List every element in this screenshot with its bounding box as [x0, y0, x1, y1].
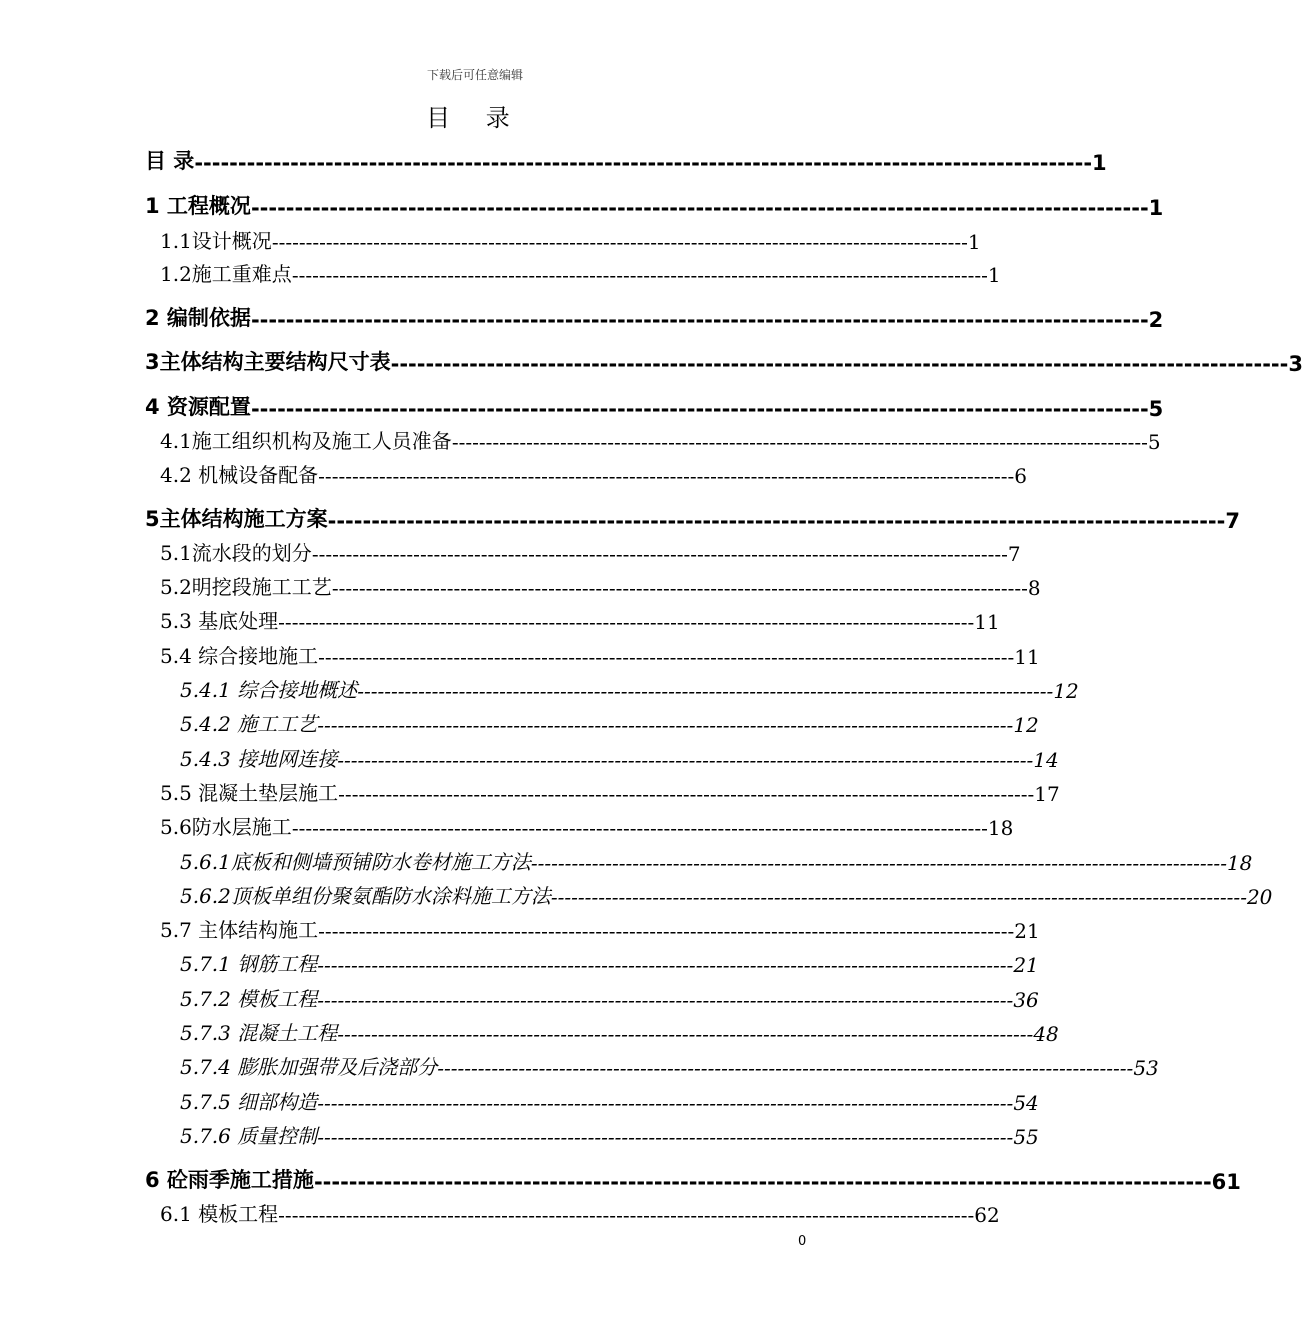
toc-entry[interactable] — [160, 225, 981, 254]
toc-entry-page: 48 — [1033, 1022, 1059, 1046]
toc-leader-dashes: ------------------------------------------------------------------------------------------------------- — [390, 352, 1289, 376]
toc-entry[interactable] — [160, 425, 1161, 454]
toc-entry-label: 6.1 模板工程 — [160, 1202, 279, 1226]
toc-entry-page: 21 — [1013, 953, 1039, 977]
toc-entry-page: 55 — [1013, 1125, 1039, 1149]
page-number: 0 — [798, 1234, 807, 1249]
toc-entry-label: 1.1设计概况 — [160, 229, 272, 253]
toc-leader-dashes: ------------------------------------------------------------------------------------------------------- — [278, 1203, 975, 1227]
toc-entry[interactable] — [145, 190, 1164, 220]
toc-entry[interactable] — [180, 880, 1273, 909]
toc-leader-dashes: ------------------------------------------------------------------------------------------------------- — [250, 308, 1149, 332]
toc-leader-dashes: ------------------------------------------------------------------------------------------------------- — [317, 1125, 1014, 1149]
toc-entry-label: 4.1施工组织机构及施工人员准备 — [160, 429, 452, 453]
toc-entry[interactable] — [145, 302, 1164, 332]
toc-entry-label: 2 编制依据 — [145, 306, 251, 330]
toc-leader-dashes: ------------------------------------------------------------------------------------------------------- — [250, 397, 1149, 421]
toc-leader-dashes: ------------------------------------------------------------------------------------------------------- — [317, 953, 1014, 977]
toc-leader-dashes: ------------------------------------------------------------------------------------------------------- — [291, 816, 988, 840]
toc-entry-page: 6 — [1014, 464, 1027, 488]
toc-entry-page: 3 — [1288, 352, 1303, 376]
toc-entry[interactable] — [160, 640, 1040, 669]
toc-leader-dashes: ------------------------------------------------------------------------------------------------------- — [338, 782, 1035, 806]
toc-entry-label: 5.4 综合接地施工 — [160, 644, 319, 668]
toc-entry-page: 14 — [1033, 748, 1059, 772]
toc-entry-label: 5.7.5 细部构造 — [180, 1090, 318, 1114]
toc-leader-dashes: ------------------------------------------------------------------------------------------------------- — [291, 263, 988, 287]
toc-leader-dashes: ------------------------------------------------------------------------------------------------------- — [318, 919, 1015, 943]
toc-leader-dashes: ------------------------------------------------------------------------------------------------------- — [318, 464, 1015, 488]
toc-entry-label: 5.6防水层施工 — [160, 815, 292, 839]
toc-entry[interactable] — [160, 605, 1000, 634]
toc-leader-dashes: ------------------------------------------------------------------------------------------------------- — [331, 576, 1028, 600]
toc-entry-label: 5主体结构施工方案 — [145, 507, 328, 531]
toc-entry[interactable] — [145, 346, 1303, 376]
toc-entry-page: 18 — [987, 816, 1014, 840]
toc-entry-label: 5.4.1 综合接地概述 — [180, 678, 358, 702]
toc-entry-page: 17 — [1034, 782, 1060, 806]
toc-entry[interactable] — [145, 503, 1240, 533]
toc-leader-dashes: ------------------------------------------------------------------------------------------------------- — [317, 713, 1014, 737]
toc-entry[interactable] — [180, 674, 1079, 703]
toc-entry[interactable] — [160, 914, 1040, 943]
toc-entry[interactable] — [160, 811, 1014, 840]
toc-entry-label: 5.7 主体结构施工 — [160, 918, 319, 942]
toc-leader-dashes: ------------------------------------------------------------------------------------------------------- — [194, 151, 1093, 175]
toc-entry-page: 1 — [987, 263, 1001, 287]
toc-leader-dashes: ------------------------------------------------------------------------------------------------------- — [313, 1170, 1212, 1194]
toc-entry-label: 4 资源配置 — [145, 395, 251, 419]
toc-entry[interactable] — [180, 1086, 1039, 1115]
toc-entry[interactable] — [180, 708, 1039, 737]
toc-entry[interactable] — [160, 571, 1041, 600]
toc-entry-page: 1 — [967, 230, 981, 254]
toc-entry-label: 5.5 混凝土垫层施工 — [160, 781, 339, 805]
toc-entry-label: 5.4.2 施工工艺 — [180, 712, 318, 736]
toc-leader-dashes: ------------------------------------------------------------------------------------------------------- — [311, 542, 1008, 566]
toc-entry-page: 2 — [1148, 308, 1164, 332]
toc-entry[interactable] — [145, 391, 1164, 421]
toc-entry[interactable] — [145, 145, 1107, 175]
toc-entry-page: 7 — [1007, 542, 1021, 566]
toc-entry-label: 5.7.3 混凝土工程 — [180, 1021, 338, 1045]
toc-entry-page: 11 — [974, 610, 1000, 634]
toc-entry-page: 20 — [1246, 885, 1273, 909]
toc-entry-label: 目 录 — [145, 149, 195, 173]
toc-entry[interactable] — [145, 1164, 1241, 1194]
toc-entry-label: 5.1流水段的划分 — [160, 541, 312, 565]
toc-leader-dashes: ------------------------------------------------------------------------------------------------------- — [451, 430, 1148, 454]
toc-entry[interactable] — [180, 983, 1039, 1012]
toc-leader-dashes: ------------------------------------------------------------------------------------------------------- — [278, 610, 975, 634]
toc-entry-label: 5.7.6 质量控制 — [180, 1124, 318, 1148]
toc-entry[interactable] — [180, 948, 1039, 977]
toc-entry-label: 6 砼雨季施工措施 — [145, 1168, 314, 1192]
toc-entry-page: 11 — [1014, 645, 1040, 669]
toc-entry-page: 1 — [1092, 151, 1107, 175]
toc-entry-page: 1 — [1148, 196, 1164, 220]
toc-leader-dashes: ------------------------------------------------------------------------------------------------------- — [317, 1091, 1014, 1115]
toc-entry-label: 5.3 基底处理 — [160, 609, 279, 633]
toc-leader-dashes: ------------------------------------------------------------------------------------------------------- — [550, 885, 1247, 909]
toc-entry-label: 3主体结构主要结构尺寸表 — [145, 350, 391, 374]
toc-entry-page: 7 — [1225, 509, 1240, 533]
page-header-note: 下载后可任意编辑 — [426, 68, 523, 82]
toc-entry[interactable] — [160, 777, 1060, 806]
toc-leader-dashes: ------------------------------------------------------------------------------------------------------- — [337, 1022, 1034, 1046]
toc-entry-label: 5.6.1底板和侧墙预铺防水卷材施工方法 — [180, 850, 531, 874]
toc-entry[interactable] — [160, 459, 1027, 488]
toc-entry-label: 5.6.2顶板单组份聚氨酯防水涂料施工方法 — [180, 884, 551, 908]
toc-entry-label: 5.7.4 膨胀加强带及后浇部分 — [180, 1055, 438, 1079]
toc-leader-dashes: ------------------------------------------------------------------------------------------------------- — [318, 645, 1015, 669]
toc-entry-label: 1.2施工重难点 — [160, 262, 292, 286]
toc-leader-dashes: ------------------------------------------------------------------------------------------------------- — [317, 988, 1014, 1012]
toc-entry[interactable] — [180, 1051, 1159, 1080]
toc-entry-page: 8 — [1027, 576, 1041, 600]
toc-entry[interactable] — [180, 846, 1253, 875]
toc-entry[interactable] — [180, 1017, 1059, 1046]
toc-entry-page: 53 — [1133, 1056, 1159, 1080]
toc-entry-page: 12 — [1053, 679, 1079, 703]
toc-entry-label: 4.2 机械设备配备 — [160, 463, 319, 487]
toc-leader-dashes: ------------------------------------------------------------------------------------------------------- — [357, 679, 1054, 703]
toc-entry-label: 5.2明挖段施工工艺 — [160, 575, 332, 599]
toc-entry-label: 5.7.2 模板工程 — [180, 987, 318, 1011]
toc-entry[interactable] — [180, 1120, 1039, 1149]
toc-entry[interactable] — [160, 1198, 1000, 1227]
toc-entry-page: 36 — [1013, 988, 1039, 1012]
toc-entry-label: 1 工程概况 — [145, 194, 251, 218]
toc-leader-dashes: ------------------------------------------------------------------------------------------------------- — [271, 230, 968, 254]
toc-entry-page: 5 — [1147, 430, 1161, 454]
toc-entry-label: 5.7.1 钢筋工程 — [180, 952, 318, 976]
toc-entry-page: 61 — [1211, 1170, 1241, 1194]
toc-entry[interactable] — [160, 537, 1021, 566]
toc-leader-dashes: ------------------------------------------------------------------------------------------------------- — [530, 851, 1227, 875]
toc-entry[interactable] — [180, 743, 1059, 772]
toc-entry-page: 21 — [1014, 919, 1040, 943]
toc-entry-page: 62 — [974, 1203, 1000, 1227]
toc-title: 目 录 — [426, 104, 524, 132]
toc-entry-page: 54 — [1013, 1091, 1039, 1115]
toc-entry[interactable] — [160, 258, 1001, 287]
toc-leader-dashes: ------------------------------------------------------------------------------------------------------- — [337, 748, 1034, 772]
toc-entry-page: 12 — [1013, 713, 1039, 737]
toc-entry-label: 5.4.3 接地网连接 — [180, 747, 338, 771]
toc-entry-page: 5 — [1148, 397, 1164, 421]
toc-leader-dashes: ------------------------------------------------------------------------------------------------------- — [327, 509, 1226, 533]
toc-entry-page: 18 — [1226, 851, 1253, 875]
toc-leader-dashes: ------------------------------------------------------------------------------------------------------- — [437, 1056, 1134, 1080]
toc-leader-dashes: ------------------------------------------------------------------------------------------------------- — [250, 196, 1149, 220]
